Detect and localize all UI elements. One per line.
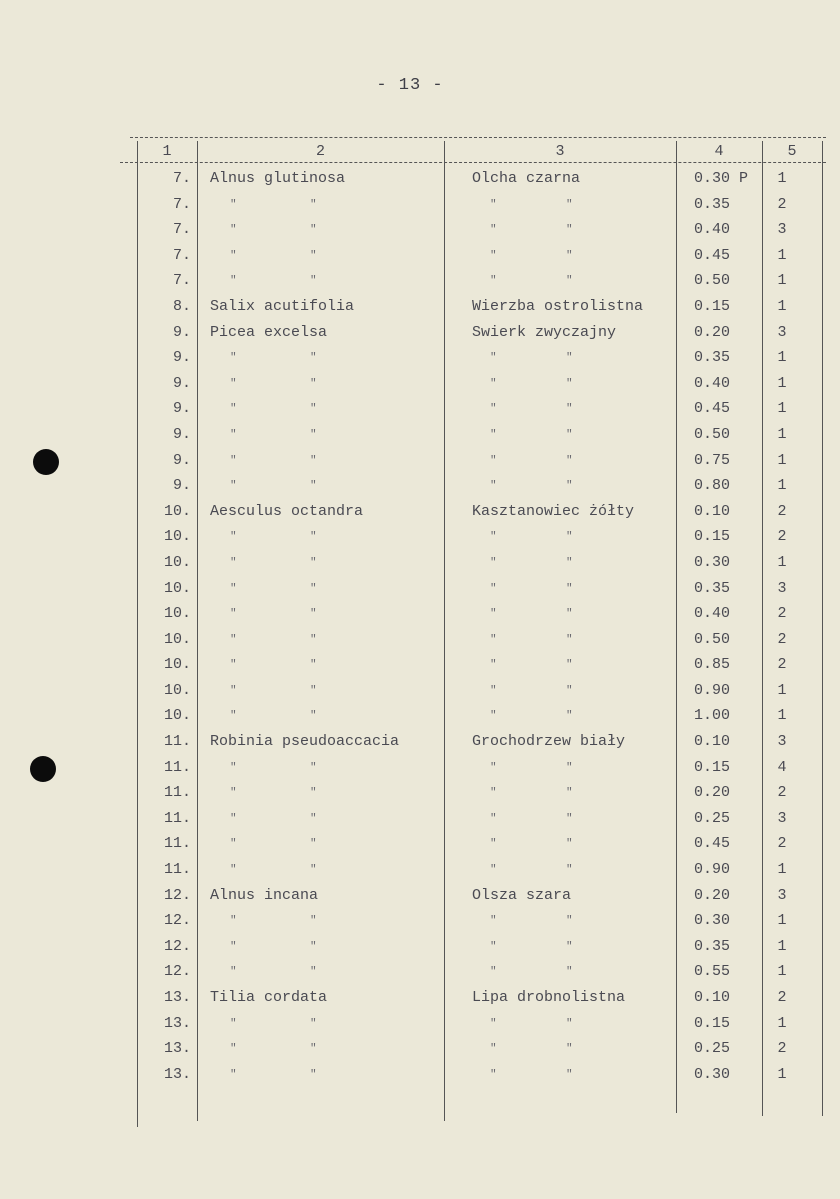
ditto-mark: " bbox=[310, 633, 317, 646]
ditto-mark: " bbox=[310, 556, 317, 569]
measurement-value: 0.20 bbox=[694, 784, 731, 802]
measurement-value: 0.35 bbox=[694, 579, 731, 597]
ditto-mark: " bbox=[310, 787, 317, 800]
row-number: 9. bbox=[172, 451, 191, 469]
row-number: 10. bbox=[163, 528, 191, 546]
ditto-mark: " bbox=[230, 480, 237, 493]
row-number: 9. bbox=[172, 323, 191, 341]
ditto-mark: " bbox=[490, 966, 497, 979]
ditto-mark: " bbox=[310, 275, 317, 288]
measurement-value: 0.45 bbox=[694, 400, 731, 418]
row-number: 10. bbox=[163, 605, 191, 623]
ditto-mark: " bbox=[566, 224, 573, 237]
count-value: 1 bbox=[777, 246, 787, 264]
table-row bbox=[120, 1065, 826, 1091]
table-row bbox=[120, 860, 826, 886]
latin-name: Aesculus octandra bbox=[210, 502, 364, 520]
ditto-mark: " bbox=[230, 1068, 237, 1081]
ditto-mark: " bbox=[566, 812, 573, 825]
row-number: 10. bbox=[163, 681, 191, 699]
measurement-value: 0.15 bbox=[694, 1014, 731, 1032]
column-header-1: 1 bbox=[162, 143, 172, 160]
ditto-mark: " bbox=[566, 1068, 573, 1081]
row-number: 12. bbox=[163, 963, 191, 981]
ditto-mark: " bbox=[230, 812, 237, 825]
ditto-mark: " bbox=[230, 352, 237, 365]
ditto-mark: " bbox=[566, 915, 573, 928]
ditto-mark: " bbox=[310, 582, 317, 595]
measurement-value: 0.15 bbox=[694, 758, 731, 776]
ditto-mark: " bbox=[310, 1017, 317, 1030]
ditto-mark: " bbox=[566, 1017, 573, 1030]
ditto-mark: " bbox=[230, 966, 237, 979]
measurement-value: 0.15 bbox=[694, 528, 731, 546]
ditto-mark: " bbox=[490, 838, 497, 851]
table-row bbox=[120, 834, 826, 860]
ditto-mark: " bbox=[230, 582, 237, 595]
count-value: 2 bbox=[777, 528, 787, 546]
ditto-mark: " bbox=[230, 684, 237, 697]
count-value: 1 bbox=[777, 451, 787, 469]
count-value: 1 bbox=[777, 170, 787, 187]
polish-name: Lipa drobnolistna bbox=[472, 989, 626, 1006]
row-number: 9. bbox=[172, 477, 191, 495]
ditto-mark: " bbox=[230, 428, 237, 441]
count-value: 1 bbox=[777, 937, 787, 955]
ditto-mark: " bbox=[490, 403, 497, 416]
row-number: 10. bbox=[163, 579, 191, 597]
ditto-mark: " bbox=[566, 966, 573, 979]
ditto-mark: " bbox=[490, 864, 497, 877]
polish-name: Olcha czarna bbox=[472, 170, 581, 187]
ditto-mark: " bbox=[490, 940, 497, 953]
count-value: 1 bbox=[777, 912, 787, 930]
row-number: 7. bbox=[172, 221, 191, 239]
measurement-value: 0.75 bbox=[694, 451, 731, 469]
count-value: 2 bbox=[777, 1040, 787, 1058]
ditto-mark: " bbox=[566, 428, 573, 441]
ditto-mark: " bbox=[566, 940, 573, 953]
ditto-mark: " bbox=[490, 198, 497, 211]
ditto-mark: " bbox=[566, 710, 573, 723]
count-value: 3 bbox=[777, 221, 787, 239]
ditto-mark: " bbox=[566, 377, 573, 390]
ditto-mark: " bbox=[490, 787, 497, 800]
ditto-mark: " bbox=[230, 198, 237, 211]
table-row bbox=[120, 962, 826, 988]
ditto-mark: " bbox=[230, 940, 237, 953]
table-row bbox=[120, 553, 826, 579]
measurement-value: 0.15 bbox=[694, 297, 731, 315]
row-number: 8. bbox=[172, 297, 191, 315]
ditto-mark: " bbox=[490, 1043, 497, 1056]
ditto-mark: " bbox=[310, 659, 317, 672]
count-value: 3 bbox=[777, 579, 787, 597]
ditto-mark: " bbox=[310, 812, 317, 825]
measurement-value: 0.35 bbox=[694, 195, 731, 213]
ditto-mark: " bbox=[230, 377, 237, 390]
punch-hole bbox=[33, 449, 59, 475]
table-row bbox=[120, 911, 826, 937]
count-value: 2 bbox=[777, 989, 787, 1006]
ditto-mark: " bbox=[566, 556, 573, 569]
ditto-mark: " bbox=[230, 556, 237, 569]
table-row bbox=[120, 502, 826, 528]
table-row bbox=[120, 706, 826, 732]
measurement-value: 0.10 bbox=[694, 502, 731, 520]
species-table bbox=[120, 137, 826, 1117]
ditto-mark: " bbox=[566, 659, 573, 672]
measurement-value: 0.25 bbox=[694, 809, 731, 827]
ditto-mark: " bbox=[310, 966, 317, 979]
count-value: 2 bbox=[777, 835, 787, 853]
ditto-mark: " bbox=[230, 710, 237, 723]
ditto-mark: " bbox=[310, 608, 317, 621]
ditto-mark: " bbox=[566, 480, 573, 493]
ditto-mark: " bbox=[310, 198, 317, 211]
measurement-value: 0.30 P bbox=[694, 170, 749, 187]
latin-name: Picea excelsa bbox=[210, 323, 328, 341]
polish-name: Olsza szara bbox=[472, 886, 572, 904]
count-value: 2 bbox=[777, 784, 787, 802]
measurement-value: 0.20 bbox=[694, 886, 731, 904]
table-header-rule bbox=[120, 162, 826, 163]
ditto-mark: " bbox=[490, 275, 497, 288]
ditto-mark: " bbox=[310, 761, 317, 774]
ditto-mark: " bbox=[490, 633, 497, 646]
ditto-mark: " bbox=[230, 1043, 237, 1056]
measurement-value: 0.90 bbox=[694, 861, 731, 879]
count-value: 1 bbox=[777, 963, 787, 981]
ditto-mark: " bbox=[310, 838, 317, 851]
ditto-mark: " bbox=[230, 275, 237, 288]
ditto-mark: " bbox=[566, 787, 573, 800]
measurement-value: 0.40 bbox=[694, 605, 731, 623]
measurement-value: 0.40 bbox=[694, 374, 731, 392]
count-value: 1 bbox=[777, 297, 787, 315]
measurement-value: 0.35 bbox=[694, 349, 731, 367]
measurement-value: 0.30 bbox=[694, 1065, 731, 1083]
ditto-mark: " bbox=[310, 864, 317, 877]
ditto-mark: " bbox=[490, 684, 497, 697]
ditto-mark: " bbox=[310, 480, 317, 493]
table-row bbox=[120, 220, 826, 246]
table-row bbox=[120, 399, 826, 425]
table-row bbox=[120, 527, 826, 553]
ditto-mark: " bbox=[310, 915, 317, 928]
measurement-value: 0.90 bbox=[694, 681, 731, 699]
row-number: 13. bbox=[163, 989, 191, 1006]
measurement-value: 0.50 bbox=[694, 630, 731, 648]
ditto-mark: " bbox=[230, 864, 237, 877]
ditto-mark: " bbox=[230, 454, 237, 467]
ditto-mark: " bbox=[566, 531, 573, 544]
row-number: 11. bbox=[163, 861, 191, 879]
ditto-mark: " bbox=[566, 454, 573, 467]
ditto-mark: " bbox=[230, 224, 237, 237]
measurement-value: 0.45 bbox=[694, 835, 731, 853]
ditto-mark: " bbox=[230, 761, 237, 774]
table-row bbox=[120, 169, 826, 195]
ditto-mark: " bbox=[310, 249, 317, 262]
row-number: 7. bbox=[172, 272, 191, 290]
table-row bbox=[120, 937, 826, 963]
measurement-value: 0.20 bbox=[694, 323, 731, 341]
ditto-mark: " bbox=[490, 659, 497, 672]
ditto-mark: " bbox=[566, 275, 573, 288]
table-row bbox=[120, 732, 826, 758]
row-number: 12. bbox=[163, 937, 191, 955]
table-top-rule bbox=[130, 137, 826, 138]
ditto-mark: " bbox=[310, 1068, 317, 1081]
ditto-mark: " bbox=[490, 1017, 497, 1030]
ditto-mark: " bbox=[310, 352, 317, 365]
table-row bbox=[120, 886, 826, 912]
measurement-value: 0.25 bbox=[694, 1040, 731, 1058]
measurement-value: 0.30 bbox=[694, 553, 731, 571]
table-row bbox=[120, 374, 826, 400]
ditto-mark: " bbox=[310, 1043, 317, 1056]
ditto-mark: " bbox=[490, 556, 497, 569]
table-row bbox=[120, 323, 826, 349]
count-value: 2 bbox=[777, 195, 787, 213]
measurement-value: 1.00 bbox=[694, 707, 731, 725]
table-row bbox=[120, 1039, 826, 1065]
table-row bbox=[120, 758, 826, 784]
table-row bbox=[120, 604, 826, 630]
punch-hole bbox=[30, 756, 56, 782]
count-value: 1 bbox=[777, 861, 787, 879]
row-number: 12. bbox=[163, 886, 191, 904]
row-number: 12. bbox=[163, 912, 191, 930]
count-value: 4 bbox=[777, 758, 787, 776]
row-number: 11. bbox=[163, 835, 191, 853]
ditto-mark: " bbox=[490, 915, 497, 928]
page-number: - 13 - bbox=[376, 76, 444, 95]
polish-name: Wierzba ostrolistna bbox=[472, 297, 644, 315]
row-number: 11. bbox=[163, 733, 191, 751]
ditto-mark: " bbox=[490, 608, 497, 621]
ditto-mark: " bbox=[490, 454, 497, 467]
polish-name: Swierk zwyczajny bbox=[472, 323, 617, 341]
table-row bbox=[120, 425, 826, 451]
table-row bbox=[120, 297, 826, 323]
row-number: 7. bbox=[172, 246, 191, 264]
ditto-mark: " bbox=[490, 428, 497, 441]
ditto-mark: " bbox=[230, 838, 237, 851]
table-row bbox=[120, 246, 826, 272]
column-header-3: 3 bbox=[555, 143, 565, 160]
count-value: 2 bbox=[777, 656, 787, 674]
measurement-value: 0.35 bbox=[694, 937, 731, 955]
ditto-mark: " bbox=[230, 531, 237, 544]
row-number: 13. bbox=[163, 1014, 191, 1032]
measurement-value: 0.50 bbox=[694, 272, 731, 290]
polish-name: Kasztanowiec żółty bbox=[472, 502, 635, 520]
ditto-mark: " bbox=[490, 1068, 497, 1081]
ditto-mark: " bbox=[230, 659, 237, 672]
table-row bbox=[120, 348, 826, 374]
measurement-value: 0.45 bbox=[694, 246, 731, 264]
ditto-mark: " bbox=[566, 838, 573, 851]
latin-name: Salix acutifolia bbox=[210, 297, 355, 315]
count-value: 1 bbox=[777, 681, 787, 699]
count-value: 2 bbox=[777, 605, 787, 623]
table-row bbox=[120, 809, 826, 835]
row-number: 11. bbox=[163, 809, 191, 827]
ditto-mark: " bbox=[230, 608, 237, 621]
ditto-mark: " bbox=[230, 1017, 237, 1030]
ditto-mark: " bbox=[230, 787, 237, 800]
latin-name: Alnus incana bbox=[210, 886, 319, 904]
row-number: 10. bbox=[163, 630, 191, 648]
table-body bbox=[120, 169, 826, 1090]
measurement-value: 0.40 bbox=[694, 221, 731, 239]
ditto-mark: " bbox=[310, 710, 317, 723]
measurement-value: 0.50 bbox=[694, 425, 731, 443]
ditto-mark: " bbox=[566, 633, 573, 646]
ditto-mark: " bbox=[490, 249, 497, 262]
row-number: 10. bbox=[163, 553, 191, 571]
count-value: 1 bbox=[777, 553, 787, 571]
row-number: 13. bbox=[163, 1065, 191, 1083]
latin-name: Robinia pseudoaccacia bbox=[210, 733, 400, 751]
ditto-mark: " bbox=[310, 684, 317, 697]
measurement-value: 0.30 bbox=[694, 912, 731, 930]
count-value: 3 bbox=[777, 733, 787, 751]
measurement-value: 0.85 bbox=[694, 656, 731, 674]
polish-name: Grochodrzew biały bbox=[472, 733, 626, 751]
ditto-mark: " bbox=[566, 864, 573, 877]
column-header-4: 4 bbox=[714, 143, 724, 160]
row-number: 9. bbox=[172, 425, 191, 443]
count-value: 3 bbox=[777, 323, 787, 341]
count-value: 1 bbox=[777, 349, 787, 367]
ditto-mark: " bbox=[566, 403, 573, 416]
ditto-mark: " bbox=[490, 582, 497, 595]
table-row bbox=[120, 579, 826, 605]
ditto-mark: " bbox=[310, 403, 317, 416]
count-value: 1 bbox=[777, 1014, 787, 1032]
ditto-mark: " bbox=[566, 352, 573, 365]
table-row bbox=[120, 271, 826, 297]
table-row bbox=[120, 1014, 826, 1040]
ditto-mark: " bbox=[490, 377, 497, 390]
latin-name: Alnus glutinosa bbox=[210, 170, 346, 187]
count-value: 3 bbox=[777, 809, 787, 827]
ditto-mark: " bbox=[490, 224, 497, 237]
column-header-5: 5 bbox=[787, 143, 797, 160]
ditto-mark: " bbox=[490, 352, 497, 365]
column-header-2: 2 bbox=[315, 143, 325, 160]
ditto-mark: " bbox=[310, 940, 317, 953]
count-value: 2 bbox=[777, 502, 787, 520]
count-value: 1 bbox=[777, 400, 787, 418]
latin-name: Tilia cordata bbox=[210, 989, 328, 1006]
table-row bbox=[120, 988, 826, 1014]
ditto-mark: " bbox=[566, 608, 573, 621]
ditto-mark: " bbox=[490, 812, 497, 825]
row-number: 9. bbox=[172, 374, 191, 392]
ditto-mark: " bbox=[566, 582, 573, 595]
ditto-mark: " bbox=[566, 249, 573, 262]
row-number: 7. bbox=[172, 195, 191, 213]
count-value: 1 bbox=[777, 1065, 787, 1083]
ditto-mark: " bbox=[566, 1043, 573, 1056]
ditto-mark: " bbox=[230, 633, 237, 646]
table-row bbox=[120, 451, 826, 477]
row-number: 10. bbox=[163, 707, 191, 725]
ditto-mark: " bbox=[490, 531, 497, 544]
count-value: 1 bbox=[777, 477, 787, 495]
ditto-mark: " bbox=[310, 531, 317, 544]
count-value: 1 bbox=[777, 707, 787, 725]
ditto-mark: " bbox=[490, 761, 497, 774]
row-number: 13. bbox=[163, 1040, 191, 1058]
count-value: 1 bbox=[777, 374, 787, 392]
ditto-mark: " bbox=[310, 377, 317, 390]
ditto-mark: " bbox=[310, 454, 317, 467]
count-value: 2 bbox=[777, 630, 787, 648]
ditto-mark: " bbox=[566, 761, 573, 774]
table-row bbox=[120, 655, 826, 681]
ditto-mark: " bbox=[310, 224, 317, 237]
count-value: 1 bbox=[777, 425, 787, 443]
ditto-mark: " bbox=[490, 480, 497, 493]
ditto-mark: " bbox=[490, 710, 497, 723]
ditto-mark: " bbox=[230, 915, 237, 928]
row-number: 10. bbox=[163, 656, 191, 674]
measurement-value: 0.10 bbox=[694, 733, 731, 751]
ditto-mark: " bbox=[310, 428, 317, 441]
measurement-value: 0.80 bbox=[694, 477, 731, 495]
row-number: 7. bbox=[172, 170, 191, 187]
row-number: 9. bbox=[172, 400, 191, 418]
table-row bbox=[120, 783, 826, 809]
row-number: 10. bbox=[163, 502, 191, 520]
row-number: 11. bbox=[163, 758, 191, 776]
measurement-value: 0.55 bbox=[694, 963, 731, 981]
ditto-mark: " bbox=[566, 684, 573, 697]
row-number: 11. bbox=[163, 784, 191, 802]
ditto-mark: " bbox=[566, 198, 573, 211]
table-row bbox=[120, 630, 826, 656]
ditto-mark: " bbox=[230, 249, 237, 262]
table-row bbox=[120, 476, 826, 502]
count-value: 3 bbox=[777, 886, 787, 904]
row-number: 9. bbox=[172, 349, 191, 367]
count-value: 1 bbox=[777, 272, 787, 290]
measurement-value: 0.10 bbox=[694, 989, 731, 1006]
table-row bbox=[120, 681, 826, 707]
table-row bbox=[120, 195, 826, 221]
ditto-mark: " bbox=[230, 403, 237, 416]
